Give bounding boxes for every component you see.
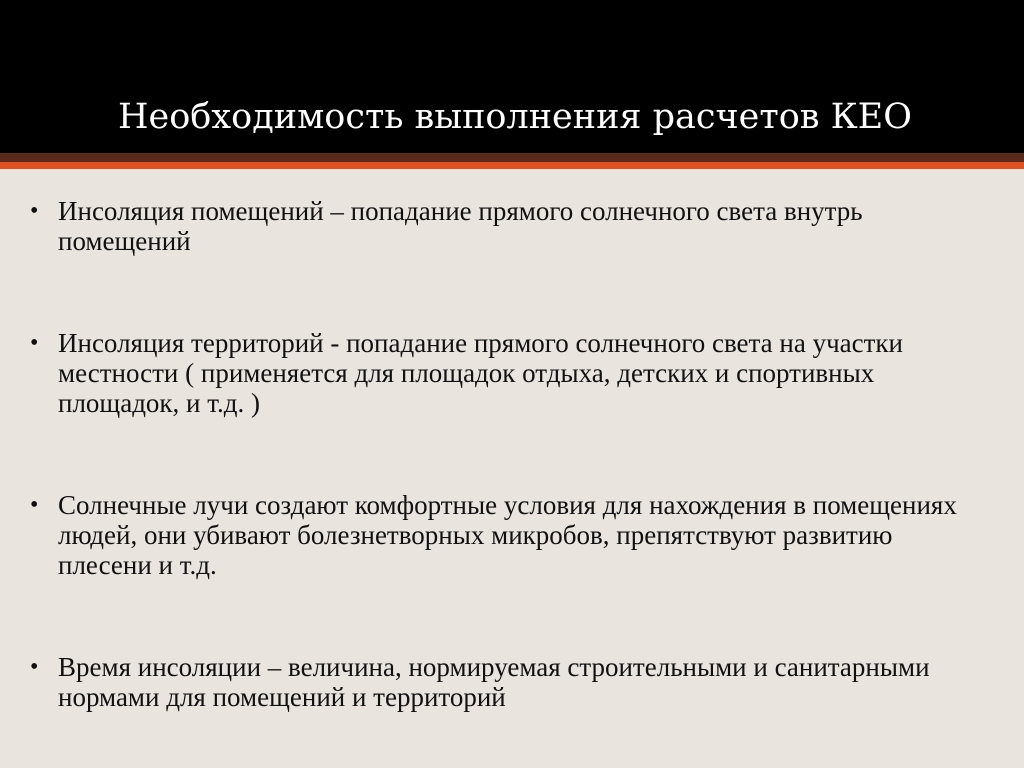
bullet-text: Инсоляция помещений – попадание прямого солнечного света внутрь помещений xyxy=(58,196,863,256)
bullet-marker: • xyxy=(30,330,39,356)
accent-stripe-orange xyxy=(0,162,1024,169)
bullet-marker: • xyxy=(30,492,39,518)
bullet-item-insolation-territories xyxy=(30,328,990,418)
slide-title: Необходимость выполнения расчетов КЕО xyxy=(118,97,912,137)
bullet-marker: • xyxy=(30,654,39,680)
bullet-item-insolation-time xyxy=(30,652,990,712)
bullet-text: Время инсоляции – величина, нормируемая строительными и санитарными нормами для помещений и территорий xyxy=(58,652,930,712)
bullet-list xyxy=(30,196,990,712)
bullet-item-sun-rays-benefits xyxy=(30,490,990,580)
bullet-item-insolation-rooms xyxy=(30,196,990,256)
title-bar xyxy=(0,0,1024,153)
bullet-marker: • xyxy=(30,198,39,224)
accent-stripe-dark xyxy=(0,153,1024,162)
bullet-text: Инсоляция территорий - попадание прямого солнечного света на участки местности ( применяется для площадок отдыха, детских и спортивных площадок, и т.д. ) xyxy=(58,328,904,418)
bullet-text: Солнечные лучи создают комфортные условия для нахождения в помещениях людей, они убивают болезнетворных микробов, препятствуют развитию плесени и т.д. xyxy=(58,490,957,580)
